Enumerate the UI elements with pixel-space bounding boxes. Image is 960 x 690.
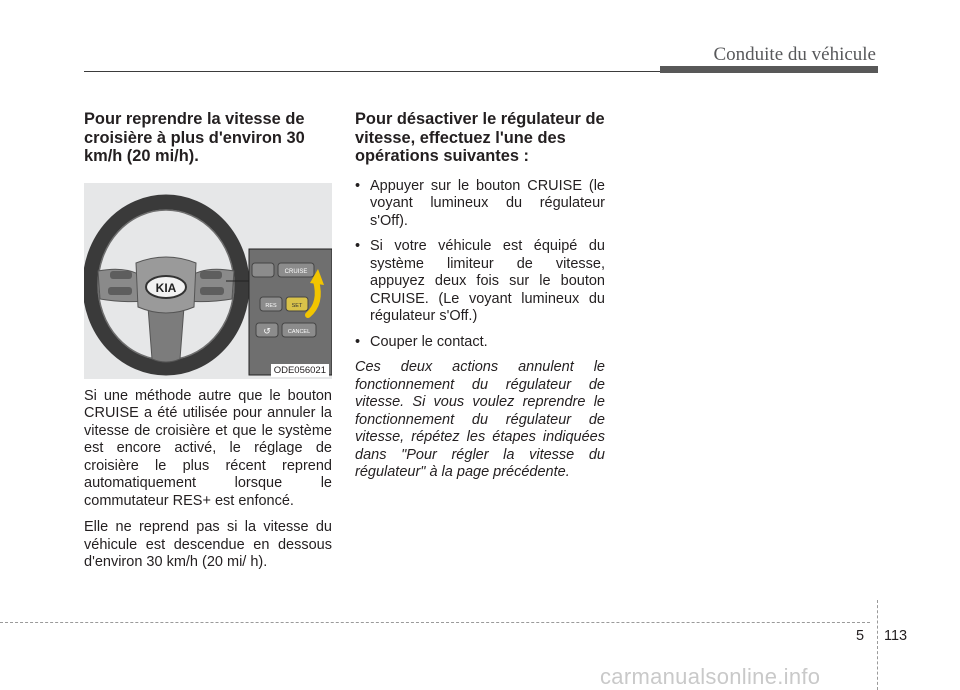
figure-code: ODE056021 — [271, 364, 329, 377]
left-spoke-button-bottom — [108, 287, 132, 295]
header-rule — [84, 71, 660, 72]
bullet-icon: • — [355, 177, 361, 194]
watermark: carmanualsonline.info — [600, 664, 821, 689]
footer-dashed-rule — [0, 622, 870, 623]
list-item-text: Couper le contact. — [370, 333, 488, 350]
right-column — [355, 110, 605, 482]
inset-button-1 — [252, 263, 274, 277]
body-paragraph-2: Elle ne reprend pas si la vitesse du véhicule est descendue en dessous d'environ 30 km/h (20 mi/ h). — [84, 519, 332, 570]
page-number: 113 — [884, 628, 908, 644]
left-column — [84, 110, 332, 572]
right-spoke-button-top — [200, 271, 222, 279]
list-item — [355, 238, 605, 326]
resume-speed-heading: Pour reprendre la vitesse de croisière à plus d'environ 30 km/h (20 mi/h). — [84, 110, 305, 165]
bottom-spoke — [148, 307, 184, 362]
list-item — [355, 178, 605, 231]
inset-cancel-label: CANCEL — [287, 328, 311, 335]
return-icon: ↺ — [263, 326, 271, 337]
steering-wheel-figure — [84, 183, 332, 379]
chapter-number: 5 — [856, 628, 865, 644]
deactivate-steps-list — [355, 178, 605, 352]
body-paragraph-1: Si une méthode autre que le bouton CRUISE a été utilisée pour annuler la vitesse de croisière et que le système est encore activé, le réglage de croisière le plus récent reprend automatiquement lorsque le commutateur RES+ est enfoncé. — [84, 387, 332, 509]
deactivate-cruise-heading: Pour désactiver le régulateur de vitesse, effectuez l'une des opérations suivantes : — [355, 110, 605, 165]
bullet-icon: • — [355, 238, 361, 254]
list-item — [355, 334, 605, 352]
inset-res-label: RES — [265, 302, 277, 309]
kia-logo-text: KIA — [155, 280, 177, 295]
chapter-title: Conduite du véhicule — [713, 44, 876, 65]
list-item-text: Appuyer sur le bouton CRUISE (le voyant lumineux du régulateur s'Off). — [370, 177, 605, 229]
bullet-icon: • — [355, 333, 361, 350]
list-item-text: Si votre véhicule est équipé du système limiteur de vitesse, appuyez deux fois sur le bouton CRUISE. (Le voyant lumineux du régulateur s'Off.) — [370, 238, 605, 324]
steering-wheel-illustration — [84, 183, 332, 379]
left-spoke-button-top — [110, 271, 132, 279]
right-spoke-button-bottom — [200, 287, 224, 295]
italic-note: Ces deux actions annulent le fonctionnement du régulateur de vitesse. Si vous voulez reprendre le fonctionnement du régulateur de vitesse, répétez les étapes indiquées dans "Pour régler la vitesse du régulateur" à la page précédente. — [355, 359, 605, 480]
inset-cruise-label: CRUISE — [284, 268, 308, 275]
footer-vertical-rule — [877, 600, 878, 690]
inset-set-label: SET — [291, 302, 303, 309]
header-rule-accent — [660, 66, 878, 73]
